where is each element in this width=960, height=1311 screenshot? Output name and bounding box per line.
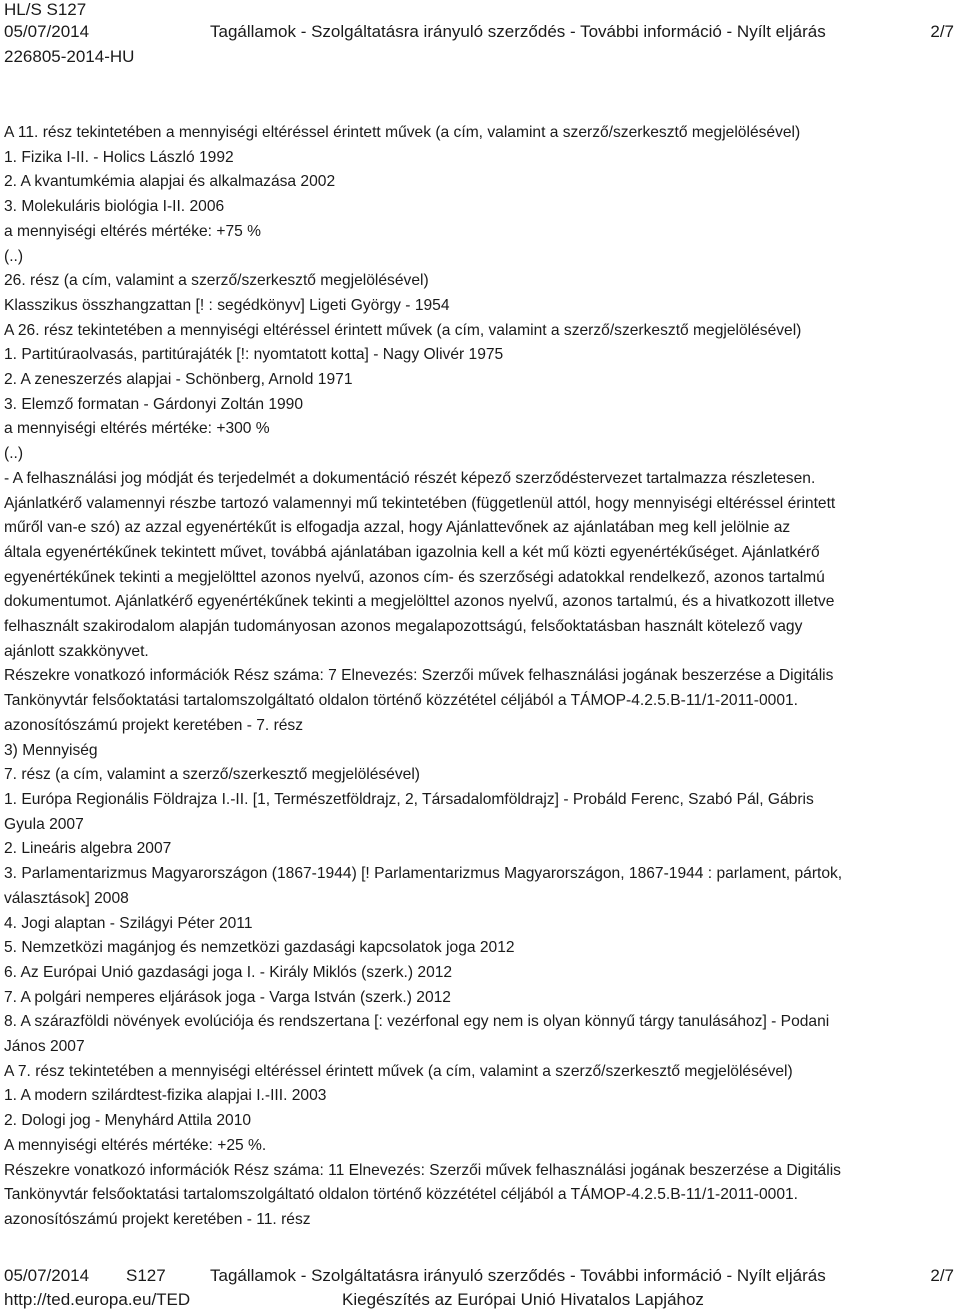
footer-supplement: Kiegészítés az Európai Unió Hivatalos Lapjához (342, 1290, 704, 1309)
body-line: 2. Lineáris algebra 2007 (4, 840, 172, 858)
body-line: 6. Az Európai Unió gazdasági joga I. - Király Miklós (szerk.) 2012 (4, 963, 453, 981)
body-line: 1. Európa Regionális Földrajza I.-II. [1, Természetföldrajz, 2, Társadalomföldrajz] - Probáld Ferenc, Szabó Pál, Gábris (4, 790, 814, 808)
body-line: János 2007 (4, 1038, 85, 1056)
body-line: Részekre vonatkozó információk Rész száma: 11 Elnevezés: Szerzői művek felhasználási jogának beszerzése a Digitális (4, 1161, 841, 1179)
body-line: dokumentumot. Ajánlatkérő egyenértékűnek tekinti a megjelölttel azonos nyelvű, azonos tartalmú, és a hivatkozott illetve (4, 593, 835, 611)
doc-ref: HL/S S127 (4, 0, 87, 19)
body-line: (..) (4, 247, 24, 265)
body-line: felhasznált szakirodalom alapján tudományosan azonos megalapozottságú, felsőoktatásban használt kötelező vagy (4, 618, 803, 636)
body-line: A 26. rész tekintetében a mennyiségi eltéréssel érintett művek (a cím, valamint a szerző/szerkesztő megjelölésével) (4, 321, 802, 339)
body-line: 7. A polgári nemperes eljárások joga - Varga István (szerk.) 2012 (4, 988, 451, 1006)
body-line: ajánlott szakkönyvet. (4, 642, 149, 660)
header-title: Tagállamok - Szolgáltatásra irányuló szerződés - További információ - Nyílt eljárás (210, 22, 826, 41)
body-line: 7. rész (a cím, valamint a szerző/szerkesztő megjelölésével) (4, 766, 420, 784)
body-line: Részekre vonatkozó információk Rész száma: 7 Elnevezés: Szerzői művek felhasználási jogának beszerzése a Digitális (4, 667, 834, 685)
body-line: (..) (4, 445, 24, 463)
footer-url-link[interactable]: http://ted.europa.eu/TED (4, 1290, 191, 1309)
body-line: azonosítószámú projekt keretében - 7. rész (4, 716, 304, 734)
body-line: általa egyenértékűnek tekintett művet, továbbá ajánlatában igazolnia kell a két mű közti egyenértékűséget. Ajánlatkérő (4, 543, 820, 561)
body-line: 3) Mennyiség (4, 741, 98, 759)
body-line: A 7. rész tekintetében a mennyiségi eltéréssel érintett művek (a cím, valamint a szerző/szerkesztő megjelölésével) (4, 1062, 793, 1080)
body-line: 1. A modern szilárdtest-fizika alapjai I.-III. 2003 (4, 1087, 327, 1105)
body-line: egyenértékűnek tekinti a megjelölttel azonos nyelvű, azonos cím- és szerzőségi adatokkal rendelkező, azonos tartalmú (4, 568, 825, 586)
body-line: - A felhasználási jog módját és terjedelmét a dokumentáció részét képező szerződéstervezet tartalmazza részletesen. (4, 469, 816, 487)
body-line: 1. Partitúraolvasás, partitúrajáték [!: nyomtatott kotta] - Nagy Olivér 1975 (4, 346, 504, 364)
body-line: a mennyiségi eltérés mértéke: +300 % (4, 420, 270, 438)
document-body (4, 121, 956, 1233)
body-line: 2. Dologi jog - Menyhárd Attila 2010 (4, 1112, 252, 1130)
header-date: 05/07/2014 (4, 22, 90, 41)
body-line: 4. Jogi alaptan - Szilágyi Péter 2011 (4, 914, 253, 932)
footer-code: S127 (126, 1266, 166, 1285)
body-line: Gyula 2007 (4, 815, 84, 833)
page-footer (0, 1262, 960, 1311)
body-line: Ajánlatkérő valamennyi részbe tartozó valamennyi mű tekintetében (függetlenül attól, hogy mennyiségi eltéréssel érintett (4, 494, 836, 512)
body-line: 3. Parlamentarizmus Magyarországon (1867-1944) [! Parlamentarizmus Magyarországon, 1867-1944 : parlament, pártok, (4, 865, 843, 883)
body-line: 2. A kvantumkémia alapjai és alkalmazása 2002 (4, 173, 336, 191)
header-page-number: 2/7 (930, 22, 954, 41)
body-line: a mennyiségi eltérés mértéke: +75 % (4, 222, 261, 240)
body-line: 3. Elemző formatan - Gárdonyi Zoltán 1990 (4, 395, 304, 413)
footer-date: 05/07/2014 (4, 1266, 90, 1285)
body-line: Tankönyvtár felsőoktatási tartalomszolgáltató oldalon történő közzététel céljából a TÁMOP-4.2.5.B-11/1-2011-0001. (4, 1186, 798, 1204)
body-line: A mennyiségi eltérés mértéke: +25 %. (4, 1136, 267, 1154)
body-line: azonosítószámú projekt keretében - 11. rész (4, 1210, 311, 1228)
body-line: 2. A zeneszerzés alapjai - Schönberg, Arnold 1971 (4, 371, 353, 389)
body-line: 5. Nemzetközi magánjog és nemzetközi gazdasági kapcsolatok joga 2012 (4, 939, 515, 957)
body-line: 3. Molekuláris biológia I-II. 2006 (4, 198, 225, 216)
body-line: műről van-e szó) az azzal egyenértékűt is elfogadja azzal, hogy Ajánlattevőnek az ajánlatában meg kell jelölnie az (4, 519, 791, 537)
page-header (0, 0, 960, 70)
body-line: A 11. rész tekintetében a mennyiségi eltéréssel érintett művek (a cím, valamint a szerző/szerkesztő megjelölésével) (4, 124, 801, 141)
body-line: 8. A szárazföldi növények evolúciója és rendszertana [: vezérfonal egy nem is olyan könnyű tárgy tanulásához] - Podani (4, 1013, 830, 1031)
body-line: 1. Fizika I-II. - Holics László 1992 (4, 148, 234, 166)
body-line: Tankönyvtár felsőoktatási tartalomszolgáltató oldalon történő közzététel céljából a TÁMOP-4.2.5.B-11/1-2011-0001. (4, 692, 798, 710)
body-line: választások] 2008 (4, 889, 129, 907)
body-line: 26. rész (a cím, valamint a szerző/szerkesztő megjelölésével) (4, 272, 429, 290)
body-line: Klasszikus összhangzattan [! : segédkönyv] Ligeti György - 1954 (4, 296, 450, 314)
footer-title: Tagállamok - Szolgáltatásra irányuló szerződés - További információ - Nyílt eljárás (210, 1266, 826, 1285)
doc-id: 226805-2014-HU (4, 47, 135, 66)
footer-page-number: 2/7 (930, 1266, 954, 1285)
